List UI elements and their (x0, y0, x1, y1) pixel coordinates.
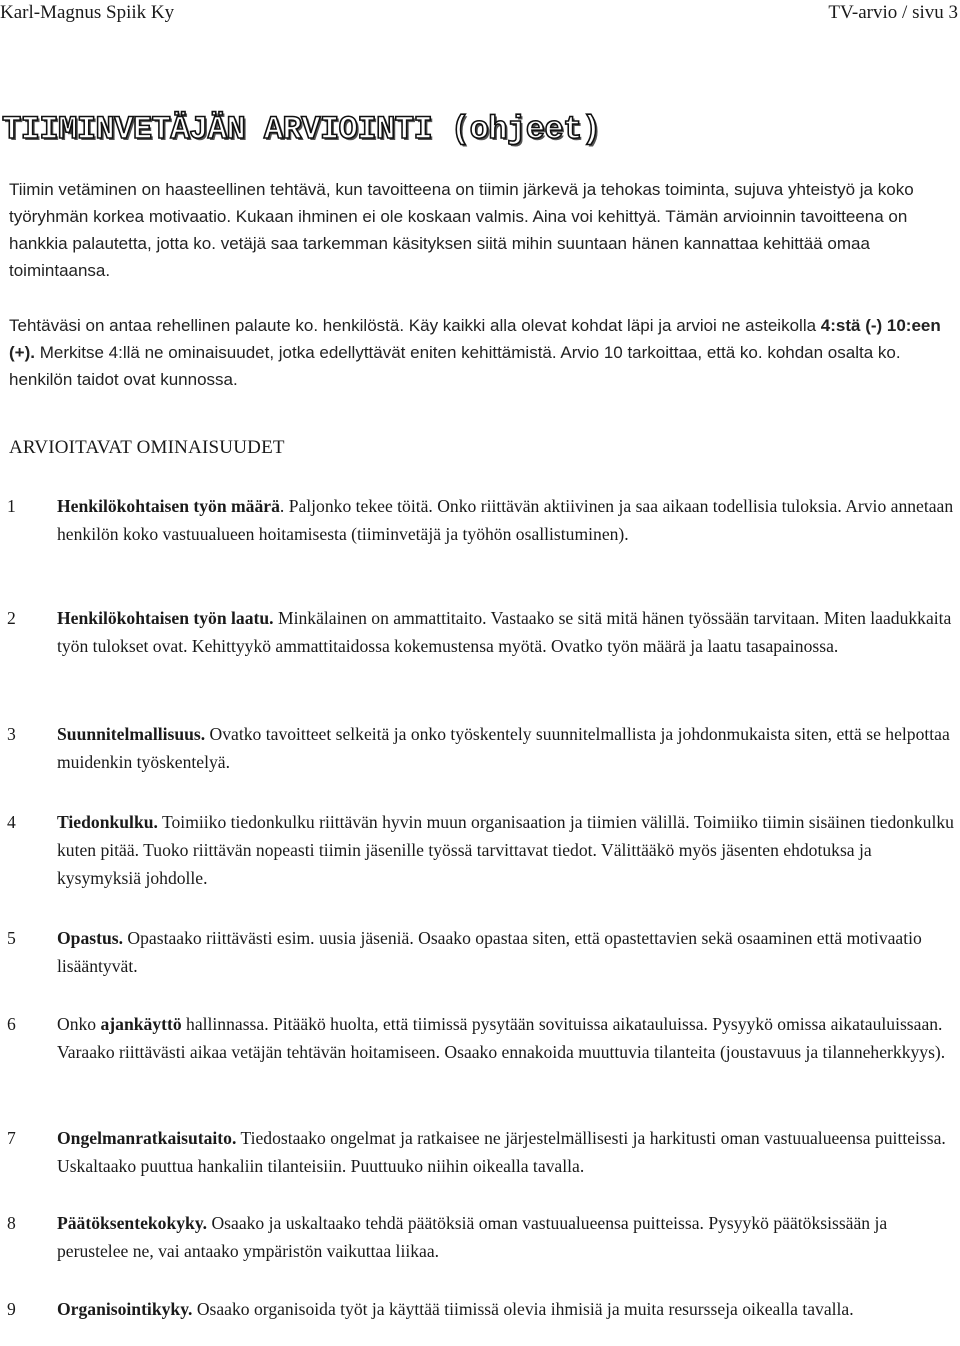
item-text: Osaako organisoida työt ja käyttää tiimissä olevia ihmisiä ja muita resursseja oikealla tavalla. (192, 1299, 854, 1319)
item-heading: Organisointikyky. (57, 1299, 193, 1319)
item-text: Minkälainen on ammattitaito. Vastaako se sitä mitä hänen työssään tarvitaan. Miten laadukkaita työn tulokset ovat. Kehittyykö ammattitaidossa kokemustensa myötä. Ovatko työn määrä ja laatu tasapainossa. (57, 608, 952, 656)
item-text: Ovatko tavoitteet selkeitä ja onko työskentely suunnitelmallista ja johdonmukaista siten, että se helpottaa muidenkin työskentelyä. (57, 724, 950, 772)
item-heading: Suunnitelmallisuus. (57, 724, 206, 744)
intro-paragraph-1: Tiimin vetäminen on haasteellinen tehtävä, kun tavoitteena on tiimin järkevä ja tehokas toiminta, sujuva yhteistyö ja koko työryhmän korkea motivaatio. Kukaan ihminen ei ole koskaan valmis. Aina voi kehittyä. Tämän arvioinnin tavoitteena on hankkia palautetta, jotta ko. vetäjä saa tarkemman käsityksen siitä mihin suuntaan hänen kannattaa kehittää omaa toimintaansa. (9, 180, 914, 280)
item-number: 8 (7, 1213, 16, 1233)
header-page-number: TV-arvio / sivu 3 (828, 2, 958, 23)
item-number: 5 (7, 928, 16, 948)
item-body (57, 1295, 959, 1323)
item-text: Tiedostaako ongelmat ja ratkaisee ne järjestelmällisesti ja harkitusti oman vastuualueensa puitteissa. Uskaltaako puuttua hankaliin tilanteisiin. Puuttuuko niihin oikealla tavalla. (57, 1128, 946, 1176)
item-number: 9 (7, 1299, 16, 1319)
item-body (57, 604, 959, 660)
item-text: . Paljonko tekee töitä. Onko riittävän aktiivinen ja saa aikaan todellisia tuloksia. Arvio annetaan henkilön koko vastuualueen hoitamisesta (tiiminvetäjä ja työhön osallistuminen). (57, 496, 954, 544)
intro-p2-scale: 4:stä (-) 10:een (+). (9, 316, 941, 362)
item-body (57, 720, 959, 776)
item-body (57, 1010, 959, 1066)
item-heading: ajankäyttö (100, 1014, 182, 1034)
item-number: 4 (7, 812, 16, 832)
header-author: Karl-Magnus Spiik Ky (0, 2, 175, 23)
intro-p2-text-1: Tehtäväsi on antaa rehellinen palaute ko. henkilöstä. Käy kaikki alla olevat kohdat läpi ja arvioi ne asteikolla (9, 316, 821, 335)
item-text: Toimiiko tiedonkulku riittävän hyvin muun organisaation ja tiimien välillä. Toimiiko tiimin sisäinen tiedonkulku kuten pitää. Tuoko riittävän nopeasti tiimin jäsenille työssä tarvittavat tiedot. Välittääkö myös jäsenten ehdotuksa ja kysymyksiä johdolle. (57, 812, 954, 888)
item-prefix: Onko (57, 1014, 101, 1034)
item-heading: Päätöksentekokyky. (57, 1213, 208, 1233)
item-body (57, 808, 959, 892)
item-body (57, 1209, 959, 1265)
intro-p2-text-2: Merkitse 4:llä ne ominaisuudet, jotka edellyttävät eniten kehittämistä. Arvio 10 tarkoittaa, että ko. kohdan osalta ko. henkilön taidot ovat kunnossa. (9, 343, 901, 389)
item-heading: Tiedonkulku. (57, 812, 158, 832)
item-body (57, 924, 959, 980)
item-number: 3 (7, 724, 16, 744)
item-heading: Opastus. (57, 928, 124, 948)
item-number: 7 (7, 1128, 16, 1148)
item-text: hallinnassa. Pitääkö huolta, että tiimissä pysytään sovituissa aikatauluissa. Pysyykö omissa aikatauluissaan. Varaako riittävästi aikaa vetäjän tehtävän hoitamiseen. Osaako ennakoida muuttuvia tilanteita (joustavuus ja tilanneherkkyys). (57, 1014, 946, 1062)
document-title: TIIMINVETÄJÄN ARVIOINTI (ohjeet) (2, 111, 601, 148)
section-heading: ARVIOITAVAT OMINAISUUDET (9, 437, 285, 458)
item-number: 1 (7, 496, 16, 516)
intro-paragraph-2 (9, 312, 959, 393)
item-heading: Ongelmanratkaisutaito. (57, 1128, 237, 1148)
item-heading: Henkilökohtaisen työn laatu. (57, 608, 274, 628)
item-text: Opastaako riittävästi esim. uusia jäseniä. Osaako opastaa siten, että opastettavien sekä osaaminen että motivaatio lisääntyvät. (57, 928, 922, 976)
item-heading: Henkilökohtaisen työn määrä (57, 496, 280, 516)
item-number: 6 (7, 1014, 16, 1034)
item-text: Osaako ja uskaltaako tehdä päätöksiä oman vastuualueensa puitteissa. Pysyykö päätöksissään ja perustelee ne, vai antaako ympäristön vaikuttaa liikaa. (57, 1213, 888, 1261)
item-body (57, 1124, 959, 1180)
item-body (57, 492, 959, 548)
item-number: 2 (7, 608, 16, 628)
